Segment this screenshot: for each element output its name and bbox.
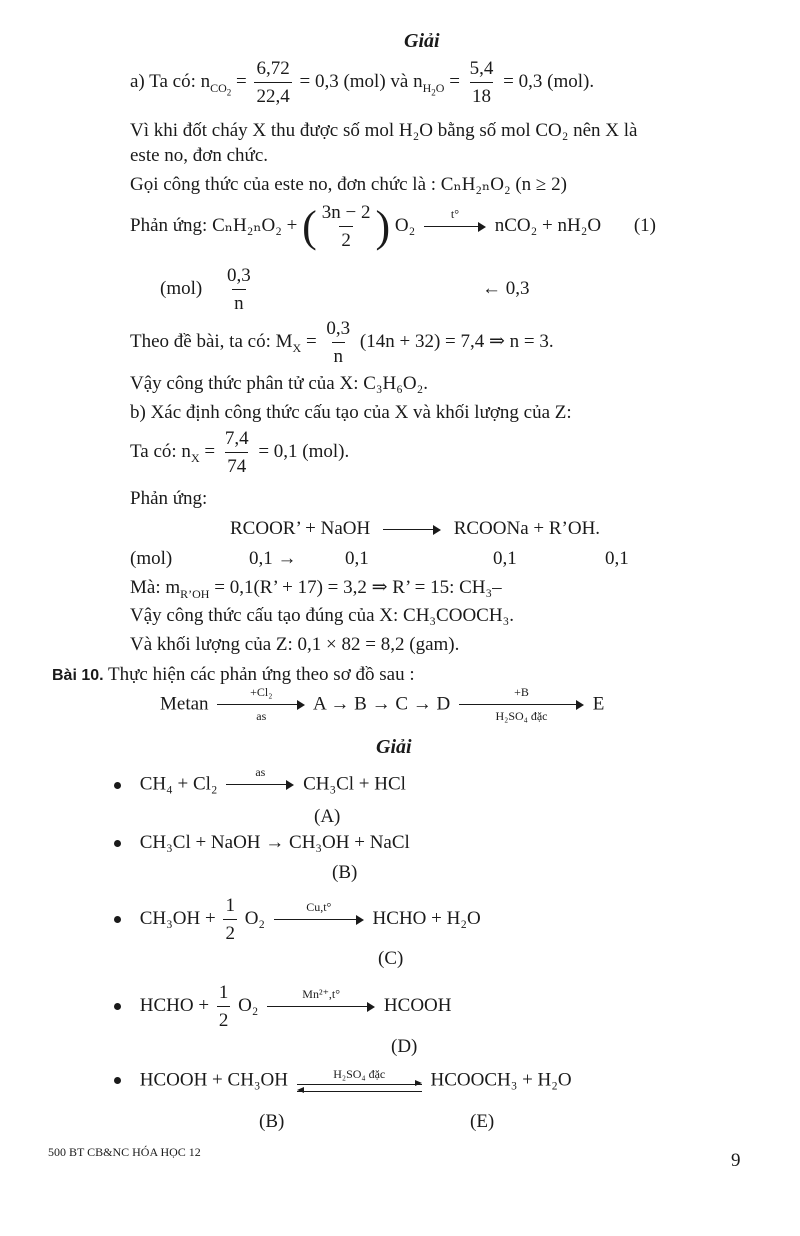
nx-sub: X [190, 451, 200, 465]
n-h2o: n [413, 71, 423, 93]
frac-num: 1 [218, 982, 229, 1003]
ma-sub: R’OH [180, 586, 210, 601]
arrow-line [226, 780, 294, 790]
rxn-4 [114, 982, 451, 1032]
rxn-right: CH₃Cl + HCl [303, 773, 406, 795]
mol-b-2: 0,1 [345, 548, 369, 569]
frac-num: 5,4 [469, 58, 494, 79]
theo-rest: (14n + 32) = 7,4 ⇒ n = 3. [359, 331, 554, 353]
reaction-fraction [320, 202, 373, 252]
o2: O₂ [394, 215, 416, 237]
arrow-line [424, 222, 486, 232]
co2-sub: CO [210, 81, 227, 95]
rxn-3-label: (C) [378, 948, 404, 969]
mol-row-a [160, 265, 256, 315]
arrow-label: t° [450, 206, 460, 221]
o2: O₂ [244, 908, 266, 930]
eq-sign: = [305, 331, 317, 353]
forward-arrow [297, 1082, 422, 1087]
result-h2o: = 0,3 (mol). [503, 71, 595, 93]
fraction-h2o [468, 58, 496, 108]
theo-prefix: Theo đề bài, ta có: M [130, 331, 293, 353]
taco-rest: = 0,1 (mol). [258, 441, 350, 463]
h2o-sub-o: O [435, 81, 445, 95]
h2o-sub: H [422, 81, 432, 95]
ester-reaction [230, 518, 600, 540]
bullet-icon [114, 916, 121, 923]
arrow-top: H₂SO₄ đặc [333, 1067, 386, 1081]
taco-fraction [223, 428, 251, 478]
reaction-products: nCO₂ + nH₂O [494, 215, 602, 237]
frac-den: 74 [225, 452, 248, 478]
frac-num: 6,72 [256, 58, 290, 79]
arrow-top: Cu,t° [306, 899, 332, 914]
reverse-arrow [297, 1089, 422, 1094]
part-a-line4: Gọi công thức của este no, đơn chức là : CₙH₂ₙO₂ (n ≥ 2) [130, 174, 567, 195]
reaction-label: Phản ứng: CₙH₂ₙO₂ + [130, 215, 298, 237]
rxn-5-label-b: (B) [259, 1111, 285, 1132]
mol-fraction [225, 265, 253, 315]
theo-de-bai [130, 318, 554, 368]
scheme-end: E [592, 693, 605, 715]
bai10-line [52, 664, 415, 686]
reaction-arrow [424, 208, 486, 246]
bullet-icon [114, 782, 121, 789]
frac-den: n [332, 342, 346, 368]
rxn-arrow [267, 988, 375, 1026]
rxn-arrow [274, 901, 364, 939]
footer-book-title: 500 BT CB&NC HÓA HỌC 12 [48, 1145, 201, 1159]
arrow-bottom: H₂SO₄ đặc [495, 709, 548, 723]
mx-sub: X [292, 341, 302, 355]
ester-arrow [383, 525, 441, 535]
bai10-text: Thực hiện các phản ứng theo sơ đồ sau : [108, 664, 415, 685]
mol-b-1: 0,1 → [249, 548, 297, 569]
part-a-line2: Vì khi đốt cháy X thu được số mol H₂O bằng số mol CO₂ nên X là [130, 120, 638, 141]
ma-prefix: Mà: m [130, 577, 181, 598]
rxn-5 [114, 1068, 572, 1094]
n-co2: n [200, 71, 211, 93]
rxn-left: CH₃OH + [139, 908, 216, 930]
o2: O₂ [238, 995, 259, 1017]
rxn-1-label: (A) [314, 806, 341, 827]
ma-line [130, 577, 502, 602]
arrow-line [217, 700, 305, 710]
eq-sign: = [204, 441, 216, 463]
rxn-3 [114, 895, 481, 945]
rxn-arrow [226, 766, 294, 804]
h2o-subsub: 2 [431, 87, 436, 98]
frac-den: 2 [217, 1006, 231, 1032]
fraction-co2 [254, 58, 291, 108]
mol-row-a-right: ← 0,3 [482, 278, 530, 299]
paren-open: ( [302, 201, 317, 251]
rxn-right: HCOOH [383, 995, 452, 1017]
frac-den: 2 [339, 226, 353, 252]
arrow-line [459, 700, 584, 710]
rxn-2-label: (B) [332, 862, 358, 883]
rxn-left: HCHO + [139, 995, 210, 1017]
part-b-taco [130, 428, 349, 478]
mol-b-3: 0,1 [493, 548, 517, 569]
rxn-left: CH₄ + Cl₂ [139, 773, 218, 795]
frac-num: 3n − 2 [321, 202, 371, 223]
frac-den: n [232, 289, 246, 315]
frac-den: 18 [470, 82, 493, 108]
arrow-top: Mn²⁺,t° [302, 986, 341, 1001]
eq-sign-2: = [449, 71, 460, 93]
paren-close: ) [375, 201, 391, 251]
mol-label: (mol) [160, 278, 203, 300]
frac-num: 0,3 [226, 265, 251, 286]
ester-right: RCOONa + R’OH. [453, 518, 601, 539]
reaction-1 [130, 202, 656, 252]
bullet-icon [114, 1077, 121, 1084]
scheme-metan: Metan [160, 693, 209, 715]
vay-cong-thuc-cau-tao: Vậy công thức cấu tạo đúng của X: CH₃COOCH₃. [130, 605, 514, 626]
equilibrium-arrows [297, 1068, 422, 1094]
rxn-5-label-e: (E) [470, 1111, 495, 1132]
eq-sign: = [236, 71, 247, 93]
heading-giai-2: Giải [376, 736, 412, 758]
rxn-1 [114, 766, 406, 804]
frac-num: 0,3 [326, 318, 351, 339]
mol-b-4: 0,1 [605, 548, 629, 569]
scheme-arrow-2 [459, 686, 584, 724]
bullet-icon [114, 840, 121, 847]
arrow-top: +B [514, 685, 529, 699]
co2-subsub: 2 [226, 87, 232, 98]
arrow-line [267, 1002, 375, 1012]
frac-den: 2 [223, 919, 237, 945]
rxn-right: HCHO + H₂O [372, 908, 481, 930]
vay-cong-thuc: Vậy công thức phân tử của X: C₃H₆O₂. [130, 373, 428, 394]
rxn-right: HCOOCH₃ + H₂O [430, 1069, 572, 1091]
ma-rest: = 0,1(R’ + 17) = 3,2 ⇒ R’ = 15: CH₃– [214, 577, 502, 598]
theo-fraction [324, 318, 352, 368]
arrow-bottom: as [256, 709, 267, 723]
part-b-title: b) Xác định công thức cấu tạo của X và khối lượng của Z: [130, 402, 572, 423]
frac-num: 7,4 [224, 428, 249, 449]
rxn-2 [114, 832, 410, 854]
rxn-left: HCOOH + CH₃OH [139, 1069, 288, 1091]
part-a-line3: este no, đơn chức. [130, 145, 269, 166]
arrow-top: as [255, 765, 266, 779]
taco-prefix: Ta có: n [130, 441, 191, 463]
reaction-number: (1) [633, 215, 656, 237]
ester-left: RCOOR’ + NaOH [230, 518, 371, 539]
half-fraction [217, 982, 231, 1032]
phan-ung-label: Phản ứng: [130, 488, 208, 509]
bai10-scheme [160, 686, 604, 724]
page-number: 9 [731, 1150, 741, 1171]
scheme-arrow-1 [217, 686, 305, 724]
rxn-text: CH₃Cl + NaOH → CH₃OH + NaCl [139, 832, 410, 853]
arrow-top: +Cl₂ [250, 685, 273, 699]
scheme-chain: A → B → C → D [313, 693, 451, 715]
heading-giai-1: Giải [404, 30, 440, 52]
part-a-prefix: a) Ta có: [130, 71, 196, 93]
part-a-line1 [130, 58, 594, 108]
khoi-luong-z: Và khối lượng của Z: 0,1 × 82 = 8,2 (gam). [130, 634, 460, 655]
frac-num: 1 [225, 895, 235, 916]
frac-den: 22,4 [254, 82, 291, 108]
result-co2: = 0,3 (mol) và [299, 71, 409, 93]
bullet-icon [114, 1003, 121, 1010]
mol-b-label: (mol) [130, 548, 173, 569]
arrow-line [274, 915, 364, 925]
half-fraction [223, 895, 237, 945]
rxn-4-label: (D) [391, 1036, 418, 1057]
bai10-label: Bài 10. [52, 667, 104, 684]
